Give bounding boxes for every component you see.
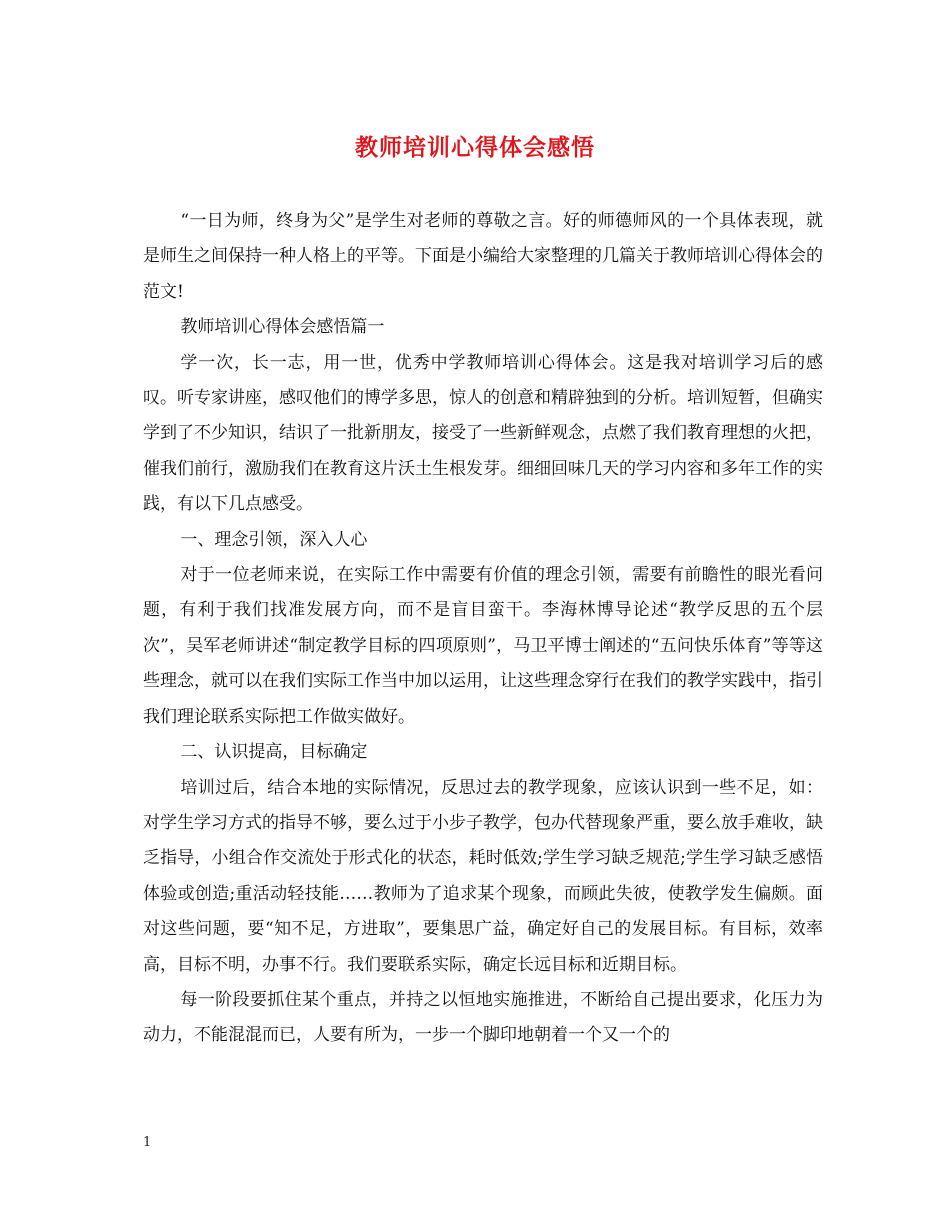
section-heading-two: 二、认识提高，目标确定: [180, 742, 368, 763]
paragraph-three: 每一阶段要抓住某个重点，并持之以恒地实施推进，不断给自己提出要求，化压力为动力，不能混混而已，人要有所为，一步一个脚印地朝着一个又一个的: [143, 989, 823, 1046]
paragraph-two: 培训过后，结合本地的实际情况，反思过去的教学现象，应该认识到一些不足，如：对学生学习方式的指导不够，要么过于小步子教学，包办代替现象严重，要么放手难收，缺乏指导，小组合作交流处于形式化的状态，耗时低效;学生学习缺乏规范;学生学习缺乏感悟体验或创造;重活动轻技能……教师为了追求某个现象，而顾此失彼，使教学发生偏颇。面对这些问题，要“知不足，方进取”，要集思广益，确定好自己的发展目标。有目标，效率高，目标不明，办事不行。我们要联系实际，确定长远目标和近期目标。: [143, 777, 823, 975]
document-title: 教师培训心得体会感悟: [355, 134, 595, 161]
section-heading-part-one: 教师培训心得体会感悟篇一: [180, 317, 385, 338]
page-number: 1: [143, 1135, 152, 1150]
document-body: [143, 204, 823, 1054]
paragraph-one: 对于一位老师来说，在实际工作中需要有价值的理念引领，需要有前瞻性的眼光看问题，有利于我们找准发展方向，而不是盲目蛮干。李海林博导论述“教学反思的五个层次”，吴军老师讲述“制定教学目标的四项原则”，马卫平博士阐述的“五问快乐体育”等等这些理念，就可以在我们实际工作当中加以运用，让这些理念穿行在我们的教学实践中，指引我们理论联系实际把工作做实做好。: [143, 565, 823, 727]
paragraph-part-one: 学一次，长一志，用一世，优秀中学教师培训心得体会。这是我对培训学习后的感叹。听专家讲座，感叹他们的博学多思，惊人的创意和精辟独到的分析。培训短暂，但确实学到了不少知识，结识了一批新朋友，接受了一些新鲜观念，点燃了我们教育理想的火把，催我们前行，激励我们在教育这片沃土生根发芽。细细回味几天的学习内容和多年工作的实践，有以下几点感受。: [143, 352, 823, 515]
paragraph-intro: “一日为师，终身为父”是学生对老师的尊敬之言。好的师德师风的一个具体表现，就是师生之间保持一种人格上的平等。下面是小编给大家整理的几篇关于教师培训心得体会的范文!: [143, 211, 823, 302]
section-heading-one: 一、理念引领，深入人心: [180, 529, 368, 550]
